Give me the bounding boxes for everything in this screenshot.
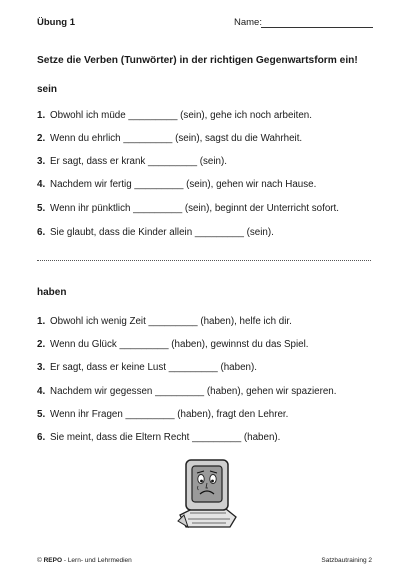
exercise-title: Übung 1 [37, 17, 75, 28]
item-text: Sie meint, dass die Eltern Recht _________ (haben). [50, 432, 281, 443]
item-text: Obwohl ich wenig Zeit _________ (haben), helfe ich dir. [50, 316, 292, 327]
item-text: Nachdem wir gegessen _________ (haben), gehen wir spazieren. [50, 386, 337, 397]
brand-logo: REPO [43, 557, 63, 564]
list-item [37, 156, 227, 167]
name-label: Name: [234, 17, 262, 28]
item-number: 6. [37, 227, 46, 238]
publisher-text: - Lern- und Lehrmedien [63, 557, 132, 564]
item-number: 2. [37, 133, 46, 144]
instruction-heading: Setze die Verben (Tunwörter) in der richtigen Gegenwartsform ein! [37, 55, 358, 66]
list-item [37, 386, 336, 397]
item-text: Wenn ihr Fragen _________ (haben), fragt den Lehrer. [50, 409, 289, 420]
item-text: Er sagt, dass er krank _________ (sein). [50, 156, 227, 167]
item-number: 1. [37, 316, 46, 327]
list-item [37, 316, 292, 327]
item-number: 2. [37, 339, 46, 350]
dotted-divider [37, 260, 371, 261]
footer-publisher [37, 557, 132, 564]
item-text: Nachdem wir fertig _________ (sein), gehen wir nach Hause. [50, 179, 317, 190]
item-number: 4. [37, 386, 46, 397]
sad-computer-illustration [176, 457, 240, 534]
copyright-symbol: © [37, 557, 42, 564]
item-text: Wenn ihr pünktlich _________ (sein), beginnt der Unterricht sofort. [50, 203, 339, 214]
footer-series: Satzbautraining 2 [321, 557, 372, 564]
list-item [37, 409, 288, 420]
list-item [37, 110, 312, 121]
item-number: 6. [37, 432, 46, 443]
item-number: 1. [37, 110, 46, 121]
list-item [37, 203, 339, 214]
list-item [37, 133, 302, 144]
item-number: 5. [37, 409, 46, 420]
item-text: Wenn du Glück _________ (haben), gewinnst du das Spiel. [50, 339, 309, 350]
section-title-haben: haben [37, 287, 67, 298]
item-text: Sie glaubt, dass die Kinder allein _________ (sein). [50, 227, 274, 238]
item-text: Obwohl ich müde _________ (sein), gehe ich noch arbeiten. [50, 110, 312, 121]
item-number: 3. [37, 362, 46, 373]
list-item [37, 362, 257, 373]
list-item [37, 432, 280, 443]
list-item [37, 339, 309, 350]
name-field[interactable] [261, 27, 373, 28]
item-text: Er sagt, dass er keine Lust _________ (haben). [50, 362, 257, 373]
item-number: 4. [37, 179, 46, 190]
item-number: 5. [37, 203, 46, 214]
section-title-sein: sein [37, 84, 58, 95]
list-item [37, 227, 274, 238]
list-item [37, 179, 316, 190]
item-text: Wenn du ehrlich _________ (sein), sagst du die Wahrheit. [50, 133, 303, 144]
item-number: 3. [37, 156, 46, 167]
